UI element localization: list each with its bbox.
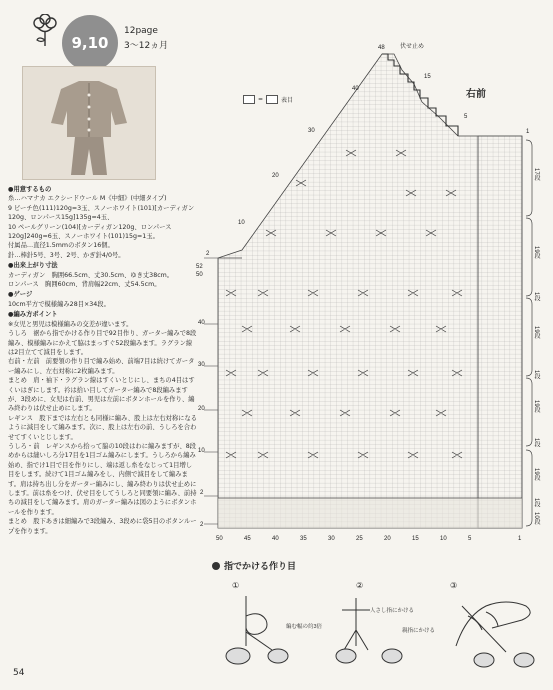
cast-on-title-text: 指でかける作り目	[224, 562, 297, 572]
points-heading: ●編み方ポイント	[8, 311, 58, 319]
row-label: 2	[200, 522, 204, 528]
col-label: 1	[518, 536, 522, 542]
bind-off-label: 伏せ止め	[400, 44, 425, 50]
pattern-number-badge: 9,10	[62, 15, 118, 71]
col-label: 35	[300, 536, 307, 542]
chart-grid-area	[218, 54, 522, 528]
col-label: 15	[412, 536, 419, 542]
size-line: ロンパース 胸囲60cm、背肩幅22cm、丈54.5cm。	[8, 281, 161, 289]
step-note: 編む幅の約3倍	[286, 624, 323, 630]
materials-line: 9 ピーチ色(111)120g=3玉、スノーホワイト(101)[カーディガン120g、ロンパース15g]135g=4玉、	[8, 204, 195, 222]
inner-row-label: 1	[526, 129, 530, 135]
row-count-label: 10段	[533, 512, 539, 525]
row-count-label: 17段	[533, 168, 539, 181]
inner-row-label: 5	[464, 114, 468, 120]
garment-photo	[22, 66, 156, 180]
row-label: 40	[198, 320, 205, 326]
row-label: 48	[378, 45, 385, 51]
row-label: 30	[198, 362, 205, 368]
step-note: 親指にかける	[402, 628, 436, 634]
inner-row-label: 15	[424, 74, 431, 80]
materials-line: 10 ペールグリーン(104)[カーディガン120g、ロンパース120g]240g=6玉、スノーホワイト(101)15g=1玉。	[8, 223, 172, 241]
materials-line: 糸…ハマナカ エクシードウール M《中細》(中細タイプ)	[8, 195, 167, 203]
gauge-heading: ●ゲージ	[8, 291, 33, 299]
points-line: レギンス 股下までは左右とも同様に編み、股上は左右対称になるように減目をして編みます。次に、股上は左右の前、うしろを合わせてすくいとじします。	[8, 414, 198, 441]
row-count-label: 1段	[533, 498, 539, 508]
row-count-label: 19段	[533, 246, 539, 259]
points-line: まとめ 股下あきは細編みで3段編み、3段めに袋5目のボタンループを作ります。	[8, 518, 197, 535]
col-label: 45	[244, 536, 251, 542]
row-count-label: 19段	[533, 400, 539, 413]
col-label: 50	[216, 536, 223, 542]
points-line: 右前・左前 前要領の作り目で編み始め、前端7目は続けてガーター編みにし、左右対称に2枚編みます。	[8, 358, 195, 375]
age-range: 3〜12ヵ月	[124, 41, 169, 51]
flower-icon	[32, 14, 58, 48]
points-line: うしろ 裾から指でかける作り目で92目作り、ガーター編みで8段編み、模様編みにかえて脇はまっすぐ52段編みます。ラグラン線は2目立てて減目をします。	[8, 330, 197, 356]
page-number: 54	[13, 668, 25, 678]
materials-line: 針…棒針5号、3号、2号、かぎ針4/0号。	[8, 251, 125, 259]
row-label: 30	[308, 128, 315, 134]
materials-heading: ●用意するもの	[8, 186, 52, 193]
knitting-chart	[196, 40, 548, 550]
gauge-line: 10cm平方で模様編み28目×34段。	[8, 300, 110, 308]
cast-on-title	[212, 559, 296, 572]
col-label: 5	[468, 536, 472, 542]
col-label: 10	[440, 536, 447, 542]
row-count-label: 1段	[533, 438, 539, 448]
row-count-label: 19段	[533, 326, 539, 339]
row-count-label: 1段	[533, 370, 539, 380]
step1-drawing	[226, 596, 288, 664]
bullet-dot-icon	[212, 562, 220, 570]
size-heading: ●出来上がり寸法	[8, 262, 58, 270]
step-number: ①	[232, 581, 240, 590]
row-label: 10	[198, 448, 205, 454]
row-count-label: 19段	[533, 468, 539, 481]
instruction-text	[8, 184, 198, 536]
materials-line: 付属品…直径1.5mmのボタン16個。	[8, 242, 114, 250]
legend-symbol-label: 表目	[281, 97, 294, 104]
row-label: 20	[272, 173, 279, 179]
chart-title: 右前	[466, 89, 486, 100]
step-number: ③	[450, 581, 458, 590]
row-label: 2	[200, 490, 204, 496]
step-number: ②	[356, 581, 364, 590]
points-line: うしろ・前 レギンスから拾って脇の10段はわに編みますが、8段めからは縫いしろ分17目を1目ゴム編みにします。うしろから編み始め、指でけ1目で目を作りにし、端は返し糸をなじって1目増し目をします。続けて1目ゴム編みをし、内側で減目をして編みます。肩は持ち出し分をガーター編みにし、編み終わりは伏せ止めにします。前は糸をつけ、伏せ目をしてうしろと同要領に編み、前持ちの減目をして編みます。肩のガーター編みは図のようにボタンホールを作ります。	[8, 442, 197, 516]
row-label: 52	[196, 264, 203, 270]
step3-drawing	[456, 602, 534, 667]
cast-on-illustration	[206, 576, 546, 670]
points-line: ※女児と男児は模様編みの交差が違います。	[8, 320, 133, 328]
row-label: 2	[206, 251, 210, 257]
page-reference: 12page	[124, 26, 158, 36]
col-label: 40	[272, 536, 279, 542]
col-label: 25	[356, 536, 363, 542]
row-label: 50	[196, 272, 203, 278]
row-label: 40	[352, 86, 359, 92]
row-count-label: 1段	[533, 292, 539, 302]
col-label: 30	[328, 536, 335, 542]
col-label: 20	[384, 536, 391, 542]
step-note: 人さし指にかける	[370, 608, 415, 614]
row-label: 20	[198, 406, 205, 412]
legend-equals: =	[258, 96, 264, 103]
size-line: カーディガン 胸囲66.5cm、丈30.5cm、ゆき丈38cm。	[8, 271, 174, 279]
points-line: まとめ 肩・袖下・ラグラン線はすくいとじにし、まちの4目はすくいはぎにします。衿は拾い目してガーター編みで8段編みますが、3段めに、女児は右前、男児は左前にボタンホールを作り、編み終わりは伏せ止めにします。	[8, 377, 195, 413]
row-label: 10	[238, 220, 245, 226]
